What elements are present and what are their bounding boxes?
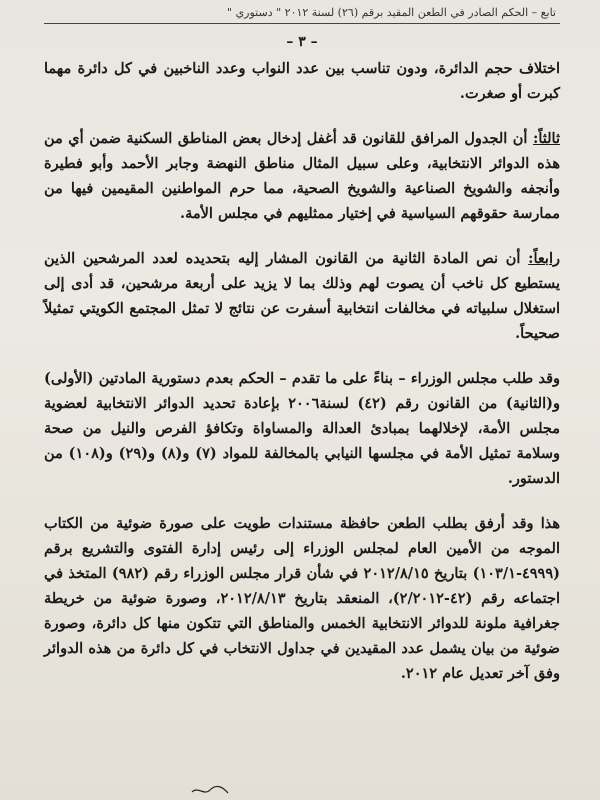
paragraph-1 [44,56,560,106]
paragraph-4 [44,366,560,491]
paragraph-2 [44,126,560,226]
paragraph-3-lead: رابعاً: [528,250,560,267]
paragraph-2-text: أن الجدول المرافق للقانون قد أغفل إدخال بعض المناطق السكنية ضمن أي من هذه الدوائر الانتخابية، وعلى سبيل المثال مناطق النهضة وجابر الأحمد وأبو فطيرة وأنجفه والشويخ الصناعية والشويخ الصحية، مما حرم المواطنين المقيمين فيها من ممارسة حقوقهم السياسية في إختيار ممثليهم في مجلس الأمة. [44,130,560,222]
header-divider [44,23,560,24]
body-text [44,56,560,686]
signature-mark-icon [190,784,230,796]
page-number: – ٣ – [286,34,318,50]
paragraph-4-text: وقد طلب مجلس الوزراء – بناءً على ما تقدم – الحكم بعدم دستورية المادتين (الأولى) و(الثانية) من القانون رقم (٤٢) لسنة٢٠٠٦ بإعادة تحديد الدوائر الانتخابية لعضوية مجلس الأمة، لإخلالهما بمبادئ العدالة والمساواة وتكافؤ الفرص والنيل من صحة وسلامة تمثيل الأمة في مجلسها النيابي بالمخالفة للمواد (٧) و(٨) و(٢٩) و(١٠٨) من الدستور. [44,370,560,487]
paragraph-5 [44,511,560,686]
running-header: تابع – الحكم الصادر في الطعن المقيد برقم (٢٦) لسنة ٢٠١٢ " دستوري " [227,6,556,19]
paragraph-1-text: اختلاف حجم الدائرة، ودون تناسب بين عدد النواب وعدد الناخبين في كل دائرة مهما كبرت أو صغرت. [44,60,560,102]
paragraph-5-text: هذا وقد أرفق بطلب الطعن حافظة مستندات طويت على صورة ضوئية من الكتاب الموجه من الأمين العام لمجلس الوزراء إلى رئيس إدارة الفتوى والتشريع برقم (٤٩٩٩-١٠٣/١) بتاريخ ٢٠١٢/٨/١٥ في شأن قرار مجلس الوزراء رقم (٩٨٢) المتخذ في اجتماعه رقم (٤٢-٢/٢٠١٢)، المنعقد بتاريخ ٢٠١٢/٨/١٣، وصورة ضوئية من خريطة جغرافية ملونة للدوائر الانتخابية الخمس والمناطق التي تتكون منها كل دائرة، وصورة ضوئية من بيان يشمل عدد المقيدين في جداول الانتخاب في كل دائرة من هذه الدوائر وفق آخر تعديل عام ٢٠١٢. [44,515,561,682]
paragraph-3 [44,246,560,346]
paragraph-2-lead: ثالثاً: [532,130,560,147]
paragraph-3-text: أن نص المادة الثانية من القانون المشار إليه بتحديده لعدد المرشحين الذين يستطيع كل ناخب أن يصوت لهم وذلك بما لا يزيد على أربعة مرشحين، قد أدى إلى استغلال سلبياته في مخالفات انتخابية أسفرت عن نتائج لا تمثل المجتمع الكويتي تمثيلاً صحيحاً. [44,250,560,342]
